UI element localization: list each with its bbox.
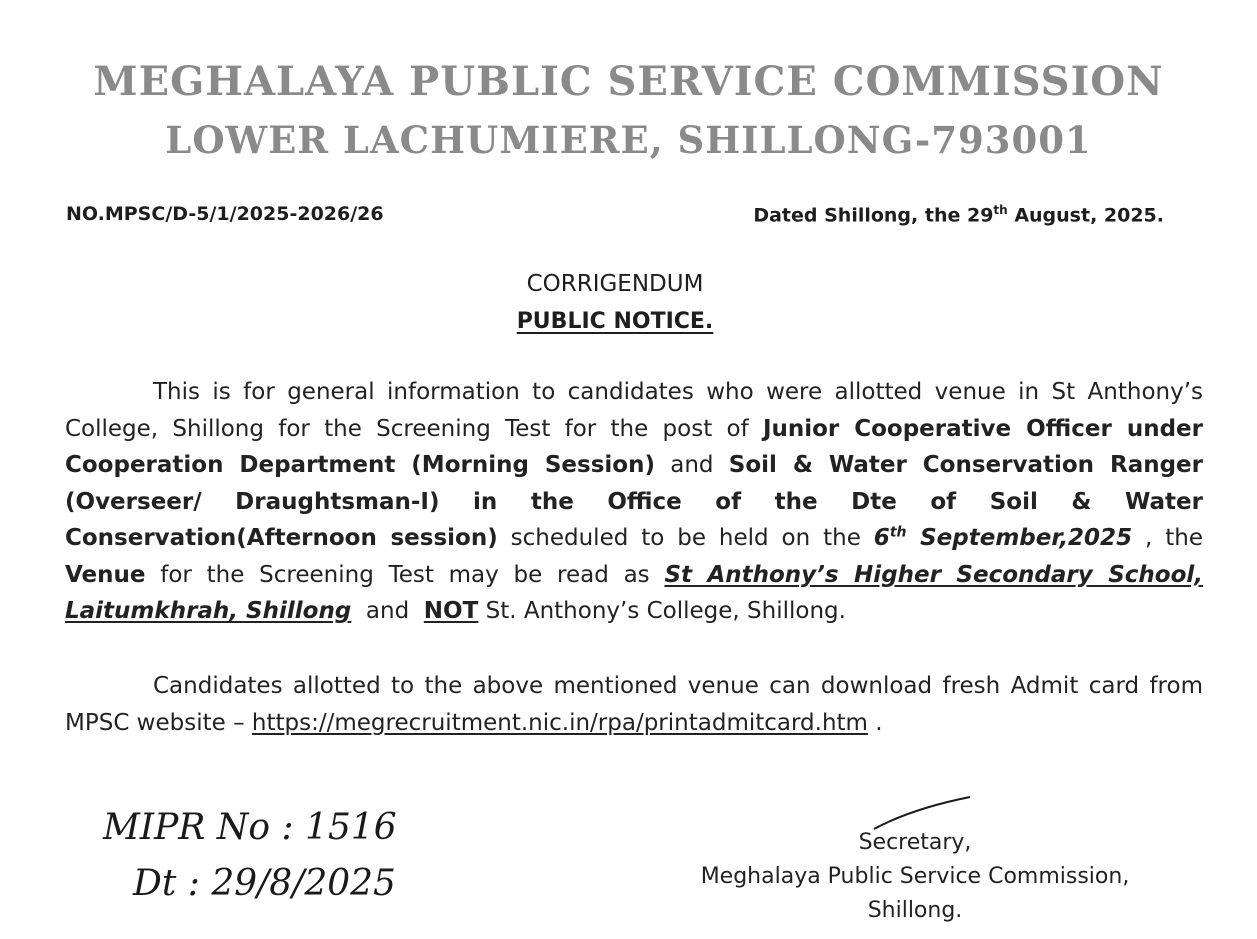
reference-date	[753, 203, 1164, 226]
text-run: .	[867, 709, 883, 736]
text-run: , the	[1132, 525, 1203, 551]
handwritten-note-drawing	[95, 795, 495, 915]
text-run: This is for general information to candidates who were allotted venue in St Anthony’s College, Shillong for the Screening Test for the post of	[65, 379, 1203, 442]
handwritten-line-1: MIPR No : 1516	[103, 807, 397, 848]
public-notice-label: PUBLIC NOTICE.	[516, 309, 714, 334]
not-label: NOT	[423, 598, 479, 624]
exam-date-sup: th	[889, 524, 907, 541]
new-venue: St Anthony’s Higher Secondary School, Laitumkhrah, Shillong	[65, 561, 1203, 624]
notice-paragraph-1	[65, 374, 1203, 630]
text-run: St. Anthony’s College, Shillong.	[478, 598, 846, 624]
admit-card-link[interactable]: https://megrecruitment.nic.in/rpa/printadmitcard.htm	[251, 709, 868, 736]
corrigendum-title: CORRIGENDUM	[526, 271, 704, 297]
date-prefix: Dated Shillong, the 29	[753, 204, 994, 227]
org-name: MEGHALAYA PUBLIC SERVICE COMMISSION	[93, 58, 1164, 105]
date-superscript: th	[993, 203, 1008, 217]
date-suffix: August, 2025.	[1007, 204, 1164, 227]
handwritten-line-2: Dt : 29/8/2025	[133, 863, 396, 904]
reference-number: NO.MPSC/D-5/1/2025-2026/26	[66, 203, 384, 225]
post-name-2: Soil & Water Conservation Ranger (Overseer/ Draughtsman-I) in the Office of the Dte of Soil & Water Conservation(Afternoon session)	[65, 452, 1203, 551]
text-run: and	[351, 598, 424, 624]
handwritten-note	[95, 795, 495, 915]
notice-paragraph-2	[65, 668, 1203, 741]
signature-block	[680, 826, 1150, 928]
signatory-designation: Secretary,	[858, 830, 972, 855]
org-address: LOWER LACHUMIERE, SHILLONG-793001	[165, 118, 1092, 162]
text-run: for the Screening Test may be read as	[145, 561, 665, 588]
signatory-place: Shillong.	[867, 898, 963, 923]
post-name-1: Junior Cooperative Officer under Cooperation Department (Morning Session)	[65, 415, 1203, 478]
venue-label: Venue	[65, 561, 146, 588]
signatory-office: Meghalaya Public Service Commission,	[700, 864, 1130, 889]
exam-date-rest: September,2025	[906, 525, 1133, 551]
text-run: and	[655, 452, 729, 478]
text-run: scheduled to be held on the	[497, 525, 874, 551]
public-notice-title	[0, 309, 1230, 334]
text-run: Candidates allotted to the above mentioned venue can download fresh Admit card from MPSC website –	[65, 673, 1203, 736]
exam-date-day: 6	[873, 525, 890, 551]
